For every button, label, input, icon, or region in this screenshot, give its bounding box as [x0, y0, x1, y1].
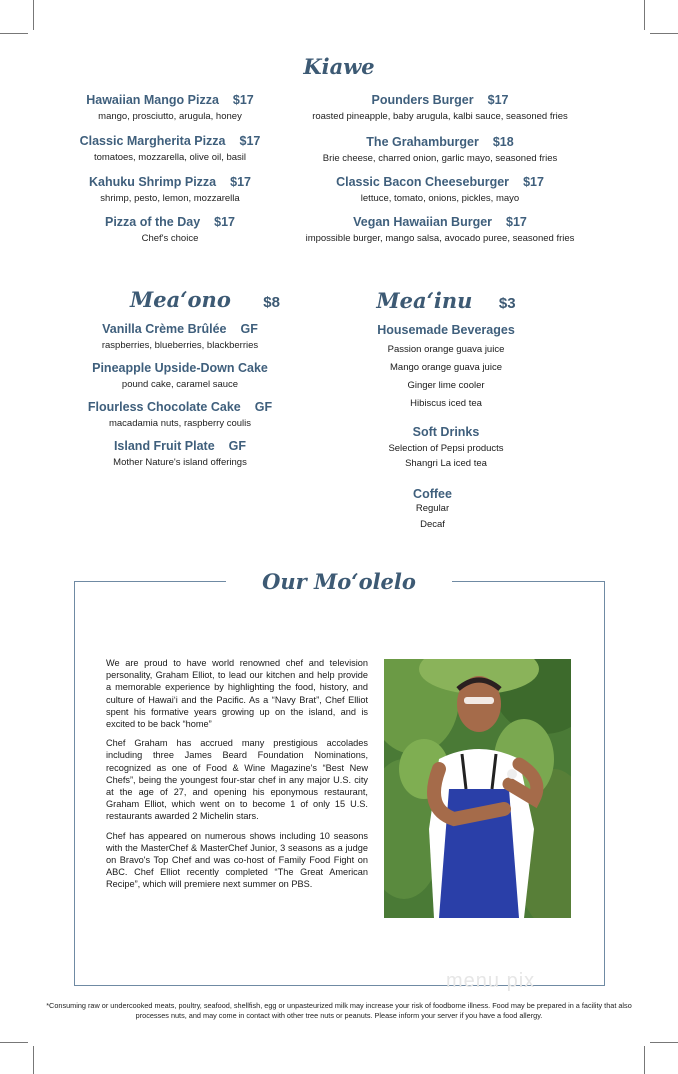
crop-mark: [0, 1042, 28, 1043]
menu-item: [290, 213, 590, 244]
menu-item: [40, 437, 320, 468]
item-tag: GF: [254, 400, 273, 414]
item-price: $18: [492, 135, 514, 149]
section-price: $3: [498, 295, 516, 312]
item-description: pound cake, caramel sauce: [121, 379, 239, 390]
item-price: $17: [506, 215, 527, 229]
crop-mark: [644, 1046, 645, 1074]
crop-mark: [33, 1046, 34, 1074]
menu-item: [290, 91, 590, 122]
item-tag: GF: [228, 439, 247, 453]
item-price: $17: [230, 175, 251, 189]
item-description: raspberries, blueberries, blackberries: [101, 340, 259, 351]
item-name: Hawaiian Mango Pizza: [86, 93, 219, 107]
group-name: Coffee: [413, 487, 452, 501]
drink-item: Decaf: [420, 519, 445, 530]
drink-group: [330, 487, 535, 533]
section-title-kiawe: Kiawe: [303, 54, 375, 79]
item-description: lettuce, tomato, onions, pickles, mayo: [360, 193, 520, 204]
item-tag: GF: [240, 322, 258, 336]
item-name: Flourless Chocolate Cake: [87, 400, 241, 414]
crop-mark: [650, 1042, 678, 1043]
section-title-meaono: Mea‘ono: [130, 287, 231, 312]
crop-mark: [644, 0, 645, 30]
menu-item: [40, 398, 320, 429]
section-header-meaono: [110, 287, 300, 312]
item-name: Vegan Hawaiian Burger: [353, 215, 493, 229]
story-paragraph: Chef Graham has accrued many prestigious accolades including three James Beard Foundation Nominations, recognized as one of Food & Wine Magazine's “Best New Chefs”, being the youngest four-star chef in any major U.S. city at the age of 27, and opening his eponymous restaurant, Graham Elliot, which went on to become 1 of only 15 U.S. restaurants awarded 2 Michelin stars.: [106, 738, 368, 822]
section-title-meainu: Mea‘inu: [376, 288, 473, 313]
item-price: $17: [239, 134, 261, 148]
crop-mark: [0, 33, 28, 34]
drink-item: Selection of Pepsi products: [388, 443, 504, 454]
item-name: Pounders Burger: [371, 93, 474, 107]
section-title-story: Our Mo‘olelo: [262, 569, 416, 594]
item-description: impossible burger, mango salsa, avocado puree, seasoned fries: [305, 233, 575, 244]
item-description: Chef's choice: [141, 233, 199, 244]
item-name: Island Fruit Plate: [113, 439, 215, 453]
crop-mark: [650, 33, 678, 34]
menu-item: [40, 213, 300, 244]
crop-mark: [33, 0, 34, 30]
item-price: $17: [232, 93, 254, 107]
item-description: roasted pineapple, baby arugula, kalbi sauce, seasoned fries: [312, 111, 568, 122]
story-text: [106, 657, 368, 898]
menu-item: [40, 320, 320, 351]
group-name: Soft Drinks: [412, 425, 480, 439]
drink-item: Regular: [415, 503, 450, 514]
menu-item: [40, 91, 300, 122]
menu-item: [40, 173, 300, 204]
drink-item: Mango orange guava juice: [390, 362, 502, 373]
menu-item: [40, 132, 300, 163]
item-description: Brie cheese, charred onion, garlic mayo, seasoned fries: [322, 153, 558, 164]
story-paragraph: We are proud to have world renowned chef and television personality, Graham Elliot, to lead our kitchen and help provide a memorable experience by highlighting the food, history, and culture of Hawai‘i and the Pacific. As a “Navy Brat”, Chef Elliot spent his formative years growing up on the island, and is excited to be back “home”: [106, 658, 368, 730]
story-paragraph: Chef has appeared on numerous shows including 10 seasons with the MasterChef & MasterChef Junior, 3 seasons as a judge on Bravo's Top Chef and was co-host of Family Food Fight on ABC. Chef Elliot recently completed “The Great American Recipe”, which will premiere next summer on PBS.: [106, 830, 368, 890]
item-description: macadamia nuts, raspberry coulis: [108, 418, 252, 429]
drink-group: [330, 323, 562, 413]
item-name: Pizza of the Day: [104, 215, 201, 229]
allergy-footnote: *Consuming raw or undercooked meats, poultry, seafood, shellfish, egg or unpasteurized milk may increase your risk of foodborne illness. Food may be prepared in a facility that also processes nuts, and may come in contact with other tree nuts or peanuts. Please inform your server if you have a food allergy.: [46, 1001, 632, 1020]
item-description: mango, prosciutto, arugula, honey: [98, 111, 242, 122]
section-price: $8: [263, 294, 280, 311]
drink-item: Ginger lime cooler: [407, 380, 485, 391]
item-description: Mother Nature's island offerings: [113, 457, 247, 468]
group-name: Housemade Beverages: [377, 323, 515, 337]
story-rule-right: [452, 581, 604, 582]
item-price: $17: [523, 175, 544, 189]
item-price: $17: [487, 93, 509, 107]
drink-group: [330, 425, 562, 471]
item-description: tomatoes, mozzarella, olive oil, basil: [93, 152, 247, 163]
item-description: shrimp, pesto, lemon, mozzarella: [100, 193, 240, 204]
section-header-meainu: [360, 288, 532, 313]
item-name: Classic Bacon Cheeseburger: [336, 175, 510, 189]
item-name: Kahuku Shrimp Pizza: [89, 175, 217, 189]
item-name: The Grahamburger: [366, 135, 479, 149]
drink-item: Passion orange guava juice: [387, 344, 505, 355]
drink-item: Shangri La iced tea: [405, 458, 487, 469]
menu-item: [40, 359, 320, 390]
item-name: Pineapple Upside-Down Cake: [92, 361, 268, 375]
item-name: Classic Margherita Pizza: [79, 134, 226, 148]
menu-item: [290, 133, 590, 164]
chef-photo: [384, 659, 571, 918]
story-rule-left: [74, 581, 226, 582]
drink-item: Hibiscus iced tea: [410, 398, 482, 409]
item-price: $17: [214, 215, 236, 229]
menu-item: [290, 173, 590, 204]
item-name: Vanilla Crème Brûlée: [102, 322, 227, 336]
watermark-text: menu pix: [446, 970, 536, 992]
